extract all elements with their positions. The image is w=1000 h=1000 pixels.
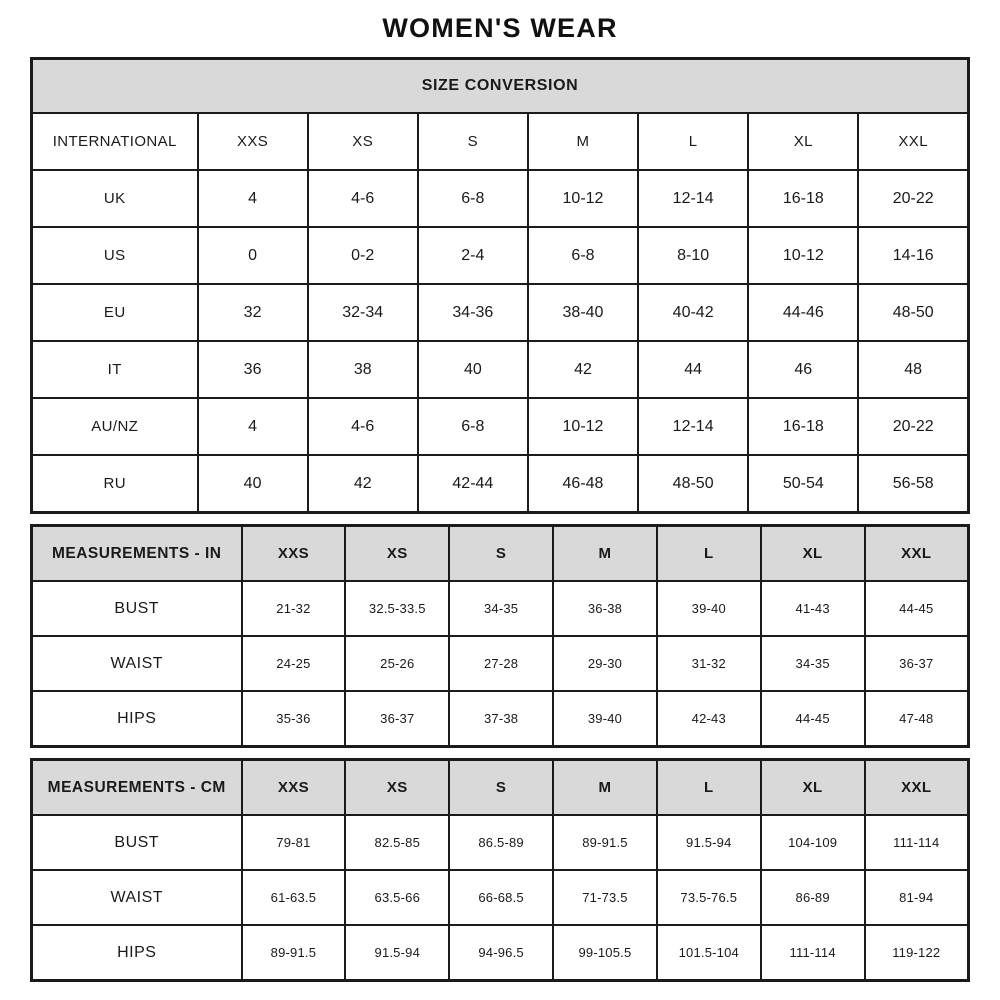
value-cell: 20-22	[858, 170, 968, 227]
value-cell: 27-28	[449, 636, 553, 691]
value-cell: 4-6	[308, 398, 418, 455]
row-label: WAIST	[32, 636, 242, 691]
row-label: US	[32, 227, 198, 284]
column-header: XXS	[198, 113, 308, 170]
value-cell: 44-45	[761, 691, 865, 747]
value-cell: 10-12	[528, 398, 638, 455]
column-header: L	[638, 113, 748, 170]
value-cell: 12-14	[638, 398, 748, 455]
column-header: L	[657, 760, 761, 816]
value-cell: 36-37	[865, 636, 969, 691]
column-header: S	[449, 526, 553, 582]
value-cell: 6-8	[418, 170, 528, 227]
value-cell: 89-91.5	[242, 925, 346, 981]
value-cell: 0	[198, 227, 308, 284]
column-header: XXL	[858, 113, 968, 170]
row-label: RU	[32, 455, 198, 513]
header-row	[32, 760, 969, 816]
column-header: XXL	[865, 760, 969, 816]
column-header: M	[553, 760, 657, 816]
value-cell: 25-26	[345, 636, 449, 691]
value-cell: 48-50	[638, 455, 748, 513]
value-cell: 86-89	[761, 870, 865, 925]
row-label: WAIST	[32, 870, 242, 925]
value-cell: 39-40	[553, 691, 657, 747]
row-label: EU	[32, 284, 198, 341]
value-cell: 36	[198, 341, 308, 398]
value-cell: 94-96.5	[449, 925, 553, 981]
value-cell: 56-58	[858, 455, 968, 513]
value-cell: 119-122	[865, 925, 969, 981]
value-cell: 10-12	[528, 170, 638, 227]
value-cell: 6-8	[528, 227, 638, 284]
row-label: IT	[32, 341, 198, 398]
value-cell: 73.5-76.5	[657, 870, 761, 925]
table-title-cell: INTERNATIONAL	[32, 113, 198, 170]
value-cell: 91.5-94	[345, 925, 449, 981]
table-row	[32, 284, 969, 341]
value-cell: 24-25	[242, 636, 346, 691]
column-header: XL	[761, 760, 865, 816]
value-cell: 20-22	[858, 398, 968, 455]
value-cell: 104-109	[761, 815, 865, 870]
value-cell: 32-34	[308, 284, 418, 341]
value-cell: 42-44	[418, 455, 528, 513]
value-cell: 16-18	[748, 170, 858, 227]
value-cell: 4-6	[308, 170, 418, 227]
value-cell: 42	[528, 341, 638, 398]
value-cell: 47-48	[865, 691, 969, 747]
value-cell: 2-4	[418, 227, 528, 284]
table-row	[32, 227, 969, 284]
value-cell: 41-43	[761, 581, 865, 636]
value-cell: 46	[748, 341, 858, 398]
value-cell: 44-45	[865, 581, 969, 636]
banner-row	[32, 59, 969, 114]
row-label: HIPS	[32, 691, 242, 747]
table-row	[32, 455, 969, 513]
value-cell: 39-40	[657, 581, 761, 636]
value-cell: 48-50	[858, 284, 968, 341]
value-cell: 40	[418, 341, 528, 398]
column-header: S	[418, 113, 528, 170]
value-cell: 34-36	[418, 284, 528, 341]
table-row	[32, 636, 969, 691]
value-cell: 42-43	[657, 691, 761, 747]
value-cell: 42	[308, 455, 418, 513]
value-cell: 46-48	[528, 455, 638, 513]
row-label: AU/NZ	[32, 398, 198, 455]
value-cell: 35-36	[242, 691, 346, 747]
value-cell: 36-37	[345, 691, 449, 747]
value-cell: 38	[308, 341, 418, 398]
value-cell: 4	[198, 170, 308, 227]
row-label: BUST	[32, 581, 242, 636]
value-cell: 111-114	[865, 815, 969, 870]
column-header: XL	[761, 526, 865, 582]
column-header: XS	[345, 526, 449, 582]
value-cell: 6-8	[418, 398, 528, 455]
table-row	[32, 870, 969, 925]
value-cell: 32.5-33.5	[345, 581, 449, 636]
table-title-cell: MEASUREMENTS - CM	[32, 760, 242, 816]
column-header: M	[553, 526, 657, 582]
table-row	[32, 398, 969, 455]
table-row	[32, 815, 969, 870]
column-header: XXS	[242, 760, 346, 816]
value-cell: 10-12	[748, 227, 858, 284]
table-row	[32, 170, 969, 227]
value-cell: 32	[198, 284, 308, 341]
value-cell: 81-94	[865, 870, 969, 925]
column-header: XXS	[242, 526, 346, 582]
measurements-in-table	[30, 524, 970, 748]
value-cell: 40	[198, 455, 308, 513]
value-cell: 50-54	[748, 455, 858, 513]
column-header: XL	[748, 113, 858, 170]
page-title: WOMEN'S WEAR	[382, 13, 618, 43]
value-cell: 0-2	[308, 227, 418, 284]
row-label: BUST	[32, 815, 242, 870]
column-header: XS	[308, 113, 418, 170]
value-cell: 21-32	[242, 581, 346, 636]
column-header: M	[528, 113, 638, 170]
size-conversion-table	[30, 57, 970, 514]
value-cell: 40-42	[638, 284, 748, 341]
header-row	[32, 526, 969, 582]
value-cell: 111-114	[761, 925, 865, 981]
row-label: UK	[32, 170, 198, 227]
value-cell: 44	[638, 341, 748, 398]
value-cell: 79-81	[242, 815, 346, 870]
value-cell: 34-35	[449, 581, 553, 636]
value-cell: 101.5-104	[657, 925, 761, 981]
table-row	[32, 925, 969, 981]
value-cell: 66-68.5	[449, 870, 553, 925]
value-cell: 89-91.5	[553, 815, 657, 870]
value-cell: 34-35	[761, 636, 865, 691]
column-header: L	[657, 526, 761, 582]
value-cell: 82.5-85	[345, 815, 449, 870]
value-cell: 38-40	[528, 284, 638, 341]
value-cell: 71-73.5	[553, 870, 657, 925]
row-label: HIPS	[32, 925, 242, 981]
table-row	[32, 691, 969, 747]
value-cell: 44-46	[748, 284, 858, 341]
value-cell: 86.5-89	[449, 815, 553, 870]
value-cell: 37-38	[449, 691, 553, 747]
value-cell: 8-10	[638, 227, 748, 284]
value-cell: 16-18	[748, 398, 858, 455]
value-cell: 91.5-94	[657, 815, 761, 870]
value-cell: 99-105.5	[553, 925, 657, 981]
table-title-cell: MEASUREMENTS - IN	[32, 526, 242, 582]
column-header: XXL	[865, 526, 969, 582]
value-cell: 14-16	[858, 227, 968, 284]
column-header: XS	[345, 760, 449, 816]
size-conversion-banner: SIZE CONVERSION	[32, 59, 969, 114]
header-row	[32, 113, 969, 170]
column-header: S	[449, 760, 553, 816]
value-cell: 61-63.5	[242, 870, 346, 925]
value-cell: 4	[198, 398, 308, 455]
value-cell: 48	[858, 341, 968, 398]
value-cell: 29-30	[553, 636, 657, 691]
value-cell: 31-32	[657, 636, 761, 691]
value-cell: 36-38	[553, 581, 657, 636]
measurements-cm-table	[30, 758, 970, 982]
value-cell: 63.5-66	[345, 870, 449, 925]
value-cell: 12-14	[638, 170, 748, 227]
table-row	[32, 581, 969, 636]
table-row	[32, 341, 969, 398]
